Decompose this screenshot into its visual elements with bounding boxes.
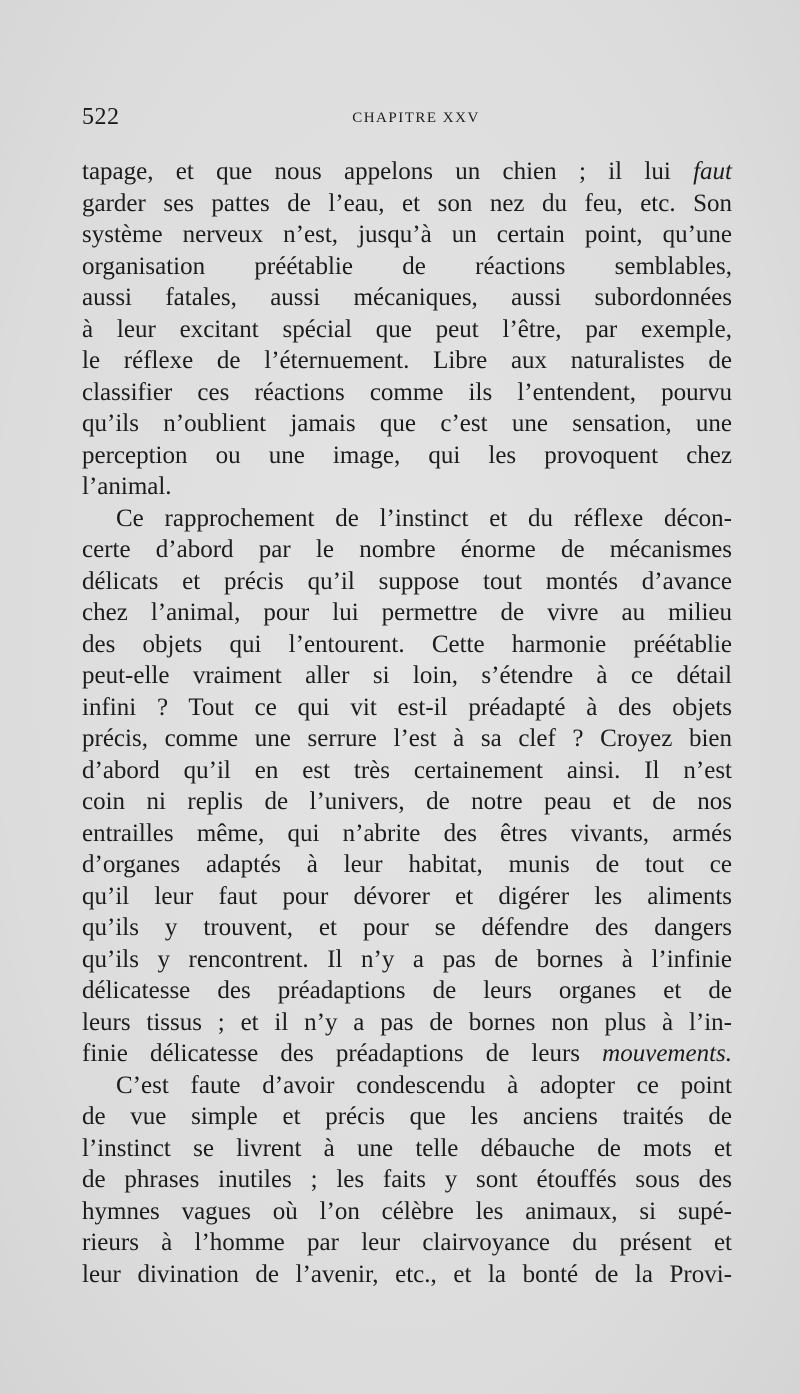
running-head: CHAPITRE XXV [352, 110, 480, 126]
page-number: 522 [82, 104, 120, 130]
text-line [82, 471, 732, 503]
text-line [82, 314, 732, 346]
line-text: délicatesse des préadaptions de leurs organes et de [82, 977, 732, 1004]
text-line [82, 629, 732, 661]
text-line [82, 156, 732, 188]
text-line [82, 1133, 732, 1165]
text-line [82, 1101, 732, 1133]
line-text: l’animal. [82, 473, 172, 500]
line-text: l’instinct se livrent à une telle débauche de mots et [82, 1134, 732, 1162]
text-line [82, 408, 732, 440]
page-header [82, 104, 732, 134]
line-text: qu’ils y trouvent, et pour se défendre des dangers [82, 914, 732, 941]
line-text: entrailles même, qui n’abrite des êtres vivants, armés [82, 819, 732, 847]
line-text: précis, comme une serrure l’est à sa clef ? Croyez bien [82, 725, 732, 752]
line-text: système nerveux n’est, jusqu’à un certain point, qu’une [82, 221, 732, 248]
text-line [82, 534, 732, 566]
text-line [82, 1227, 732, 1259]
line-text: classifier ces réactions comme ils l’entendent, pourvu [82, 378, 732, 406]
text-body [82, 156, 732, 1290]
line-text: le réflexe de l’éternuement. Libre aux naturalistes de [82, 347, 732, 374]
text-line [82, 1259, 732, 1291]
text-line [82, 345, 732, 377]
text-line [82, 219, 732, 251]
line-text: perception ou une image, qui les provoquent chez [82, 441, 732, 469]
line-text: à leur excitant spécial que peut l’être, par exemple, [82, 315, 732, 343]
text-line [82, 818, 732, 850]
text-line [82, 1070, 732, 1102]
line-text: tapage, et que nous appelons un chien ; il lui [82, 158, 694, 185]
line-text: finie délicatesse des préadaptions de leurs [82, 1040, 603, 1067]
line-text: infini ? Tout ce qui vit est-il préadapté à des objets [82, 693, 732, 721]
text-line [82, 282, 732, 314]
paragraph [82, 1070, 732, 1291]
text-line [82, 566, 732, 598]
text-line [82, 881, 732, 913]
italic-word: mouvements. [602, 1040, 732, 1067]
line-text: garder ses pattes de l’eau, et son nez du feu, etc. Son [82, 189, 732, 217]
text-line [82, 1164, 732, 1196]
text-line [82, 503, 732, 535]
line-text: des objets qui l’entourent. Cette harmonie préétablie [82, 630, 732, 658]
text-line [82, 251, 732, 283]
text-line [82, 440, 732, 472]
line-text: chez l’animal, pour lui permettre de vivre au milieu [82, 599, 732, 626]
paragraph [82, 503, 732, 1070]
line-text: d’organes adaptés à leur habitat, munis de tout ce [82, 851, 732, 878]
text-line [82, 1007, 732, 1039]
text-line [82, 944, 732, 976]
line-text: de phrases inutiles ; les faits y sont étouffés sous des [82, 1166, 732, 1193]
text-line [82, 188, 732, 220]
line-text: qu’ils n’oublient jamais que c’est une sensation, une [82, 410, 732, 437]
line-text: de vue simple et précis que les anciens traités de [82, 1103, 732, 1130]
line-text: Ce rapprochement de l’instinct et du réflexe décon- [116, 504, 732, 532]
text-line [82, 377, 732, 409]
text-line [82, 723, 732, 755]
line-text: organisation préétablie de réactions semblables, [82, 252, 732, 280]
text-line [82, 660, 732, 692]
line-text: qu’ils y rencontrent. Il n’y a pas de bornes à l’infinie [82, 945, 732, 973]
line-text: hymnes vagues où l’on célèbre les animaux, si supé- [82, 1197, 732, 1225]
text-line [82, 1038, 732, 1070]
line-text: peut-elle vraiment aller si loin, s’étendre à ce détail [82, 662, 732, 689]
text-line [82, 975, 732, 1007]
line-text: leurs tissus ; et il n’y a pas de bornes non plus à l’in- [82, 1008, 732, 1036]
text-line [82, 755, 732, 787]
line-text: qu’il leur faut pour dévorer et digérer les aliments [82, 882, 732, 910]
text-line [82, 849, 732, 881]
text-line [82, 912, 732, 944]
line-text: d’abord qu’il en est très certainement ainsi. Il n’est [82, 756, 732, 784]
text-line [82, 692, 732, 724]
text-line [82, 597, 732, 629]
line-text: aussi fatales, aussi mécaniques, aussi subordonnées [82, 284, 732, 311]
text-line [82, 786, 732, 818]
line-text: coin ni replis de l’univers, de notre peau et de nos [82, 788, 732, 815]
line-text: leur divination de l’avenir, etc., et la bonté de la Provi- [82, 1260, 732, 1288]
line-text: délicats et précis qu’il suppose tout montés d’avance [82, 567, 732, 595]
line-text: rieurs à l’homme par leur clairvoyance du présent et [82, 1229, 732, 1256]
line-text: certe d’abord par le nombre énorme de mécanismes [82, 536, 732, 563]
italic-word: faut [693, 158, 732, 185]
paragraph [82, 156, 732, 503]
text-line [82, 1196, 732, 1228]
line-text: C’est faute d’avoir condescendu à adopter ce point [116, 1071, 732, 1099]
